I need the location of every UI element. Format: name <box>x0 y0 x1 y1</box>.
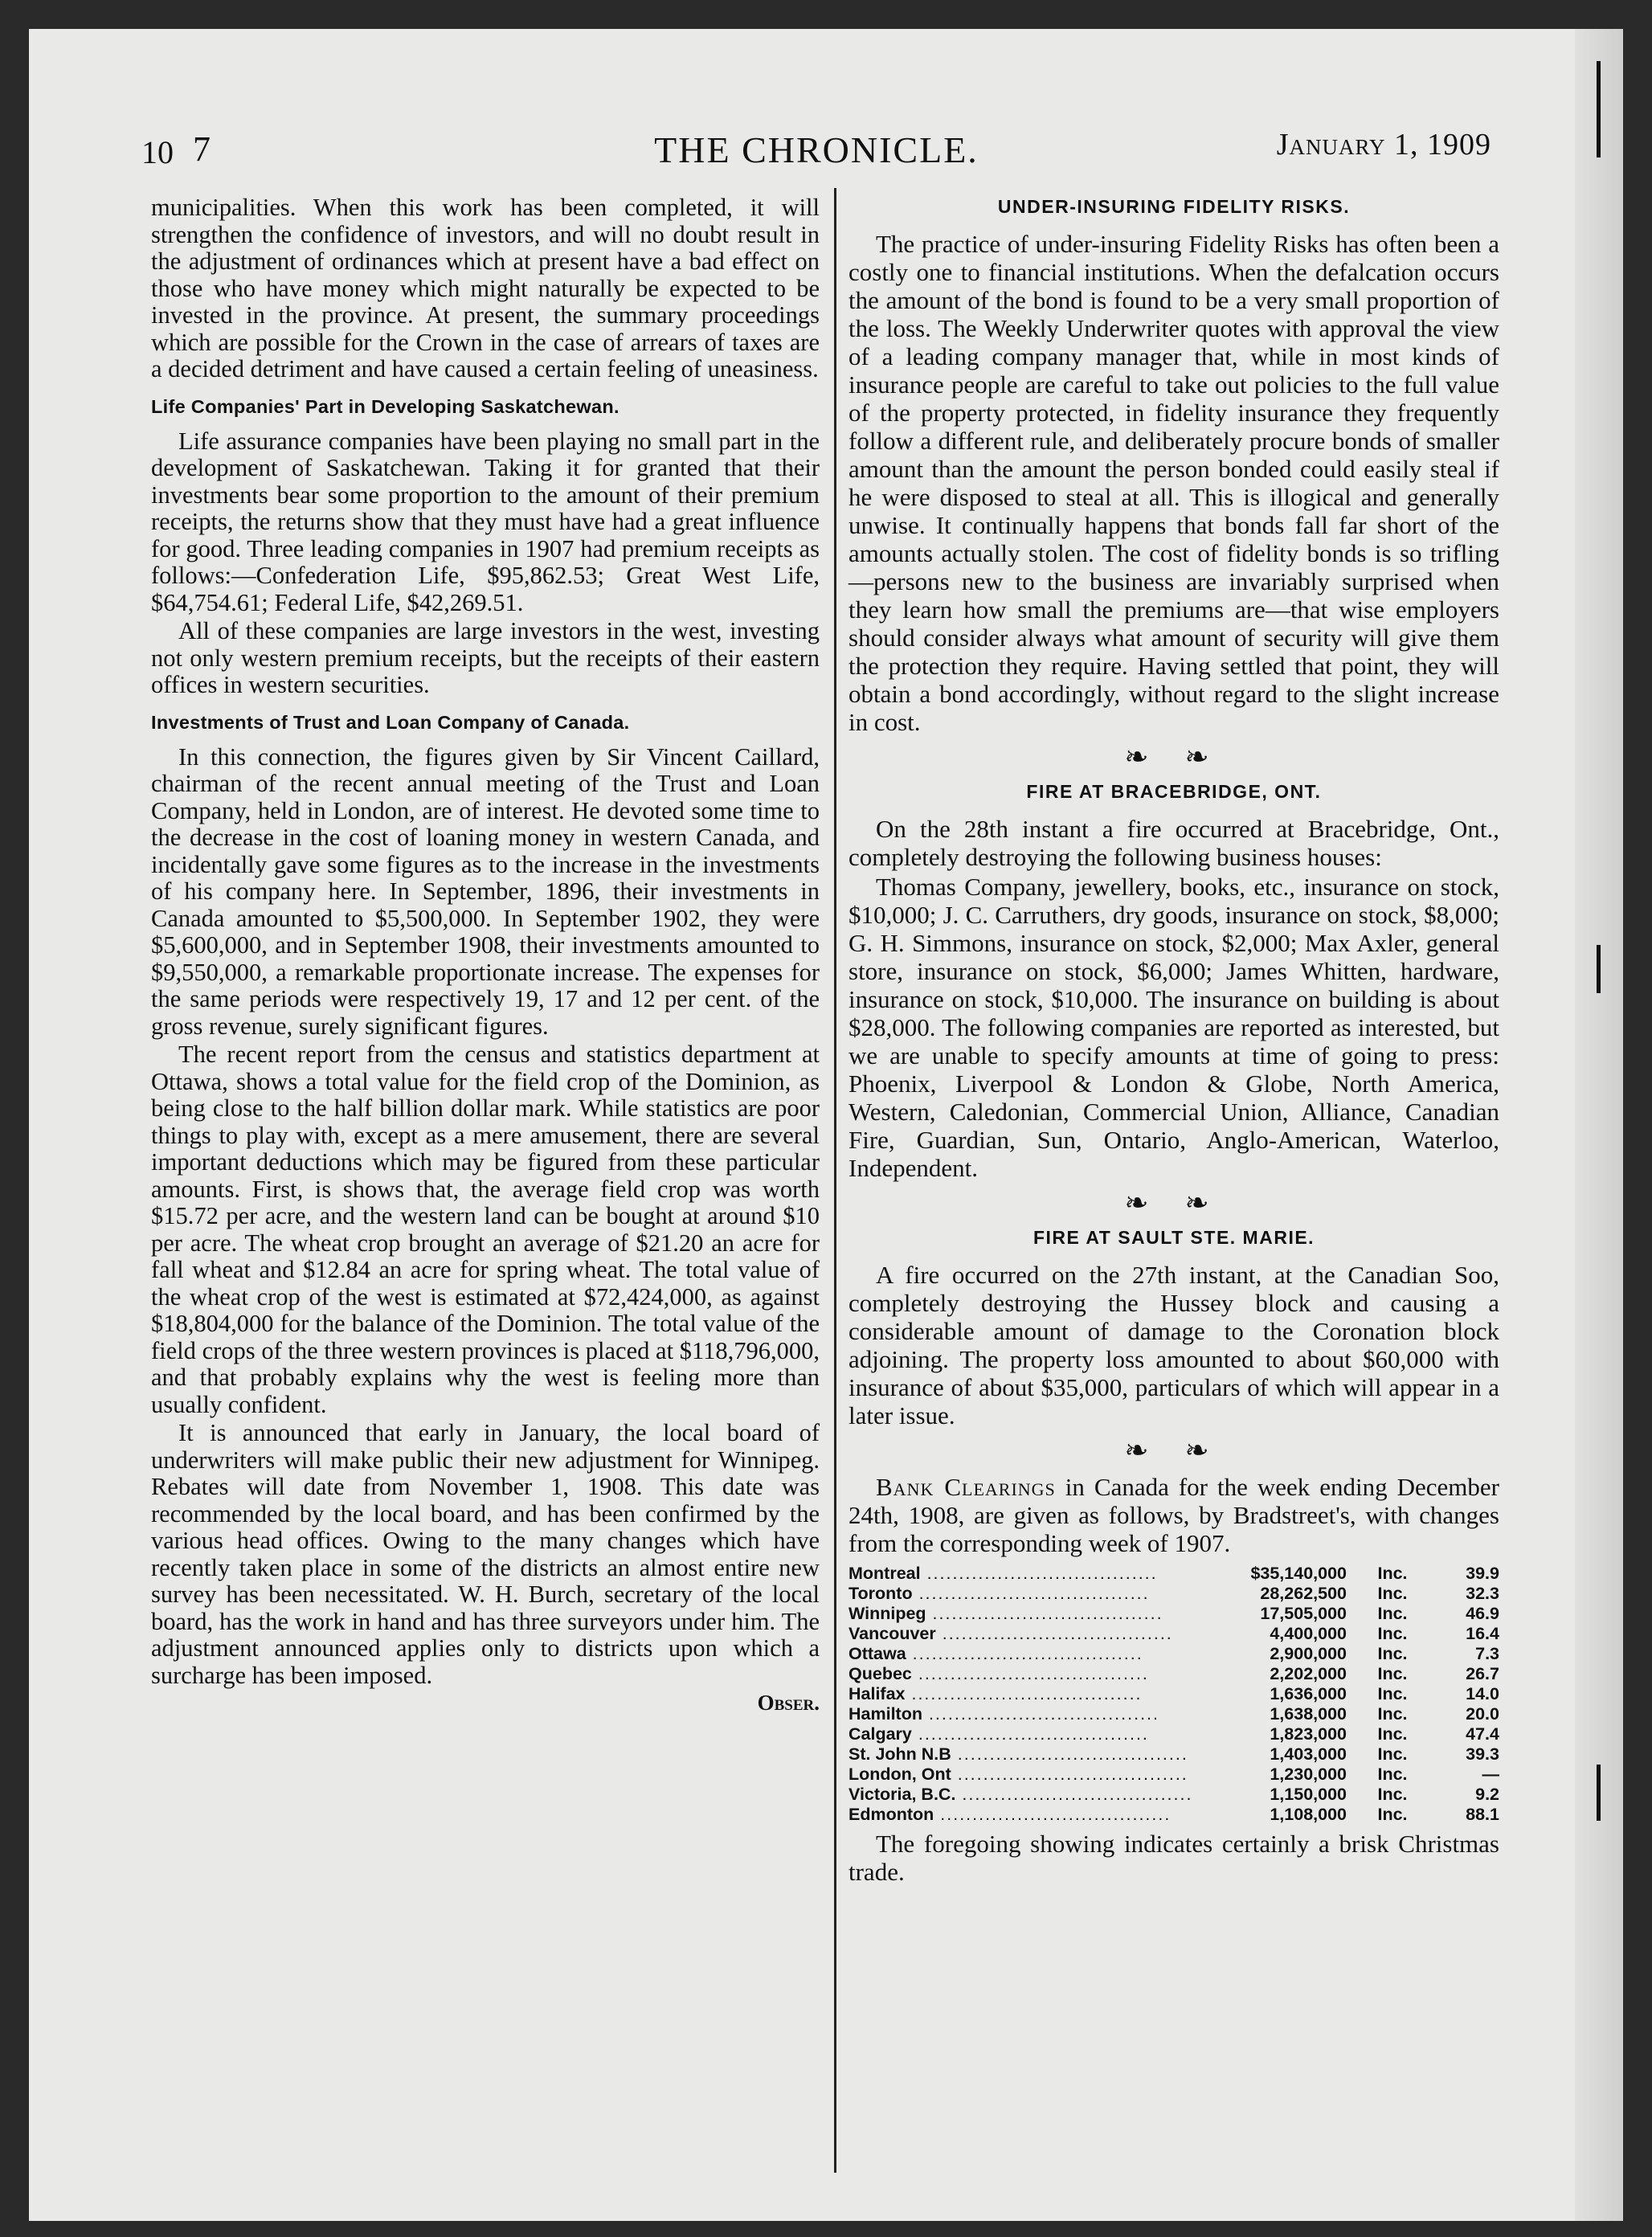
ornament-icon: ❧ ❧ <box>1124 1434 1224 1466</box>
city-cell <box>848 1684 1226 1704</box>
city-name: Calgary <box>848 1724 912 1744</box>
lead-in-caps: Bank Clearings <box>876 1473 1056 1501</box>
percent-cell: 32.3 <box>1466 1584 1499 1603</box>
city-cell <box>848 1644 1226 1664</box>
city-cell <box>848 1664 1226 1684</box>
leader-dots: .................................... <box>912 1584 1150 1603</box>
amount-cell: 1,636,000 <box>1270 1684 1347 1703</box>
section-heading: FIRE AT BRACEBRIDGE, ONT. <box>1026 781 1322 802</box>
table-row <box>848 1684 1499 1704</box>
leader-dots: .................................... <box>922 1704 1159 1724</box>
percent-cell: 16.4 <box>1466 1624 1499 1643</box>
amount-cell: 1,108,000 <box>1270 1805 1347 1824</box>
issue-date: January 1, 1909 <box>1276 128 1491 162</box>
ornament-icon: ❧ ❧ <box>1124 741 1224 773</box>
city-name: Winnipeg <box>848 1604 926 1623</box>
paragraph: A fire occurred on the 27th instant, at the Canadian Soo, completely destroying the Hussey block and causing a considerable amount of damage to the Coronation block adjoining. The property loss amounted to about $60,000 with insurance of about $35,000, particulars of which will appear in a later issue. <box>848 1261 1499 1429</box>
leader-dots: .................................... <box>951 1765 1188 1784</box>
amount-cell: 1,230,000 <box>1270 1765 1347 1784</box>
leader-dots: .................................... <box>934 1805 1172 1824</box>
change-cell: Inc. <box>1377 1664 1408 1683</box>
city-cell <box>848 1765 1226 1785</box>
percent-cell: 39.3 <box>1466 1744 1499 1764</box>
percent-cell: 88.1 <box>1466 1805 1499 1824</box>
amount-cell: 17,505,000 <box>1260 1604 1347 1623</box>
table-row <box>848 1564 1499 1584</box>
amount-cell: 2,202,000 <box>1270 1664 1347 1683</box>
city-name: Victoria, B.C. <box>848 1785 956 1804</box>
table-row <box>848 1704 1499 1724</box>
city-cell <box>848 1805 1226 1825</box>
running-header <box>141 117 1491 182</box>
leader-dots: .................................... <box>920 1564 1158 1583</box>
paragraph: In this connection, the figures given by Sir Vincent Caillard, chairman of the recent annual meeting of the Trust and Loan Company, held in London, are of interest. He devoted some time to the decrease in the cost of loaning money in western Canada, and incidentally gave some figures as to the increase in the investments of his company here. In September, 1896, their investments in Canada amounted to $5,500,000. In September 1902, they were $5,600,000, and in September 1908, their investments amounted to $9,550,000, a remarkable proportionate increase. The expenses for the same periods were respectively 19, 17 and 12 per cent. of the gross revenue, surely significant figures. <box>151 742 820 1040</box>
leader-dots: .................................... <box>926 1604 1163 1623</box>
city-name: Hamilton <box>848 1704 922 1724</box>
table-row <box>848 1785 1499 1805</box>
change-cell: Inc. <box>1377 1785 1408 1804</box>
change-cell: Inc. <box>1377 1805 1408 1824</box>
section-heading: Life Companies' Part in Developing Saskatchewan. <box>151 395 620 417</box>
city-name: St. John N.B <box>848 1744 951 1764</box>
author-signature: Obser. <box>757 1691 820 1715</box>
ornament-icon: ❧ ❧ <box>1124 1187 1224 1219</box>
newspaper-page <box>29 29 1623 2221</box>
left-column <box>151 194 820 1715</box>
binding-mark <box>1597 61 1601 157</box>
change-cell: Inc. <box>1377 1564 1408 1583</box>
amount-cell: 1,638,000 <box>1270 1704 1347 1724</box>
table-row <box>848 1805 1499 1825</box>
column-rule <box>834 188 836 2173</box>
table-row <box>848 1644 1499 1664</box>
section-heading: FIRE AT SAULT STE. MARIE. <box>1032 1227 1315 1248</box>
journal-title: THE CHRONICLE. <box>654 129 979 170</box>
section-heading: UNDER-INSURING FIDELITY RISKS. <box>997 196 1351 217</box>
city-name: London, Ont <box>848 1765 951 1784</box>
section-heading: Investments of Trust and Loan Company of Canada. <box>151 711 630 733</box>
bank-clearings-table <box>848 1564 1499 1825</box>
percent-cell: 9.2 <box>1475 1785 1499 1804</box>
percent-cell: 7.3 <box>1475 1644 1499 1663</box>
change-cell: Inc. <box>1377 1724 1408 1744</box>
table-row <box>848 1604 1499 1624</box>
change-cell: Inc. <box>1377 1644 1408 1663</box>
city-cell <box>848 1724 1226 1744</box>
leader-dots: .................................... <box>906 1644 1143 1663</box>
change-cell: Inc. <box>1377 1604 1408 1623</box>
paragraph: On the 28th instant a fire occurred at Bracebridge, Ont., completely destroying the following business houses: <box>848 815 1499 871</box>
percent-cell: — <box>1482 1765 1499 1784</box>
right-column <box>848 194 1499 1887</box>
city-name: Edmonton <box>848 1805 934 1824</box>
table-row <box>848 1765 1499 1785</box>
table-row <box>848 1664 1499 1684</box>
paragraph: It is announced that early in January, the local board of underwriters will make public their new adjustment for Winnipeg. Rebates will date from November 1, 1908. This date was recommended by the local board, and has been confirmed by the various head offices. Owing to the many changes which have recently taken place in some of the districts an almost entire new survey has been necessitated. W. H. Burch, secretary of the local board, has the work in hand and has three surveyors under him. The adjustment announced applies only to districts upon which a surcharge has been imposed. <box>151 1419 820 1689</box>
amount-cell: 28,262,500 <box>1260 1584 1347 1603</box>
page-edge-shadow <box>1575 29 1623 2221</box>
amount-cell: 1,403,000 <box>1270 1744 1347 1764</box>
change-cell: Inc. <box>1377 1684 1408 1703</box>
city-name: Montreal <box>848 1564 921 1583</box>
percent-cell: 46.9 <box>1466 1604 1499 1623</box>
paragraph: The practice of under-insuring Fidelity Risks has often been a costly one to financial institutions. When the defalcation occurs the amount of the bond is found to be a very small proportion of the loss. The Weekly Underwriter quotes with approval the view of a leading company manager that, while in most kinds of insurance people are careful to take out policies to the full value of the property protected, in fidelity insurance they frequently follow a different rule, and deliberately procure bonds of smaller amount than the amount the person bonded could easily steal if he were disposed to steal at all. This is illogical and generally unwise. It continually happens that bonds fall far short of the amounts actually stolen. The cost of fidelity bonds is so trifling—persons new to the business are invariably surprised when they learn how small the premiums are—that wise employers should consider always what amount of security will give them the protection they require. Having settled that point, they will obtain a bond accordingly, without regard to the slight increase in cost. <box>848 230 1499 736</box>
percent-cell: 39.9 <box>1466 1564 1499 1583</box>
city-cell <box>848 1624 1226 1644</box>
city-name: Quebec <box>848 1664 912 1683</box>
city-name: Halifax <box>848 1684 906 1703</box>
percent-cell: 14.0 <box>1466 1684 1499 1703</box>
city-cell <box>848 1564 1226 1584</box>
city-name: Toronto <box>848 1584 913 1603</box>
amount-cell: 1,150,000 <box>1270 1785 1347 1804</box>
leader-dots: .................................... <box>905 1684 1143 1703</box>
paragraph: Thomas Company, jewellery, books, etc., insurance on stock, $10,000; J. C. Carruthers, dry goods, insurance on stock, $8,000; G. H. Simmons, insurance on stock, $2,000; Max Axler, general store, insurance on stock, $6,000; James Whitten, hardware, insurance on stock, $10,000. The insurance on building is about $28,000. The following companies are reported as interested, but we are unable to specify amounts at time of going to press: Phoenix, Liverpool & London & Globe, North America, Western, Caledonian, Commercial Union, Alliance, Canadian Fire, Guardian, Sun, Ontario, Anglo-American, Waterloo, Independent. <box>848 873 1499 1182</box>
city-cell <box>848 1604 1226 1624</box>
leader-dots: .................................... <box>935 1624 1173 1643</box>
paragraph: All of these companies are large investors in the west, investing not only western premium receipts, but the receipts of their eastern offices in western securities. <box>151 617 820 698</box>
table-row <box>848 1624 1499 1644</box>
change-cell: Inc. <box>1377 1744 1408 1764</box>
paragraph: The recent report from the census and statistics department at Ottawa, shows a total value for the field crop of the Dominion, as being close to the half billion dollar mark. While statistics are poor things to play with, except as a mere amusement, there are several important deductions which may be figured from these particular amounts. First, is shows that, the average field crop was worth $15.72 per acre, and the western land can be bought at around $10 per acre. The wheat crop brought an average of $21.20 an acre for fall wheat and $12.84 an acre for spring wheat. The total value of the wheat crop of the west is estimated at $72,424,000, as against $18,804,000 for the balance of the Dominion. The total value of the field crops of the three western provinces is placed at $118,796,000, and that probably explains why the west is feeling more than usually confident. <box>151 1041 820 1418</box>
leader-dots: .................................... <box>951 1744 1188 1764</box>
table-row <box>848 1724 1499 1744</box>
city-cell <box>848 1785 1226 1805</box>
city-cell <box>848 1704 1226 1724</box>
leader-dots: .................................... <box>911 1664 1149 1683</box>
clearings-intro: in Canada for the week ending December 24th, 1908, are given as follows, by Bradstreet's, with changes from the corresponding week of 1907. <box>848 1473 1499 1557</box>
binding-mark <box>1597 1765 1601 1821</box>
page-number: 10 <box>141 134 174 170</box>
city-cell <box>848 1744 1226 1765</box>
leader-dots: .................................... <box>955 1785 1193 1804</box>
change-cell: Inc. <box>1377 1704 1408 1724</box>
amount-cell: 2,900,000 <box>1270 1644 1347 1663</box>
city-name: Ottawa <box>848 1644 906 1663</box>
leader-dots: .................................... <box>911 1724 1149 1744</box>
paragraph: The foregoing showing indicates certainly a brisk Christmas trade. <box>848 1830 1499 1886</box>
binding-mark <box>1597 945 1601 993</box>
change-cell: Inc. <box>1377 1765 1408 1784</box>
percent-cell: 20.0 <box>1466 1704 1499 1724</box>
amount-cell: 1,823,000 <box>1270 1724 1347 1744</box>
table-row <box>848 1584 1499 1604</box>
change-cell: Inc. <box>1377 1584 1408 1603</box>
paragraph <box>848 1473 1499 1557</box>
amount-cell: $35,140,000 <box>1250 1564 1347 1583</box>
paragraph: municipalities. When this work has been completed, it will strengthen the confidence of investors, and will no doubt result in the adjustment of ordinances which at present have a bad effect on those who have money which might naturally be expected to be invested in the province. At present, the summary proceedings which are possible for the Crown in the case of arrears of taxes are a decided detriment and have caused a certain feeling of uneasiness. <box>151 194 820 382</box>
percent-cell: 26.7 <box>1466 1664 1499 1683</box>
percent-cell: 47.4 <box>1466 1724 1499 1744</box>
table-row <box>848 1744 1499 1765</box>
city-cell <box>848 1584 1226 1604</box>
paragraph: Life assurance companies have been playing no small part in the development of Saskatchewan. Taking it for granted that their investments bear some proportion to the amount of their premium receipts, the returns show that they must have had a great influence for good. Three leading companies in 1907 had premium receipts as follows:—Confederation Life, $95,862.53; Great West Life, $64,754.61; Federal Life, $42,269.51. <box>151 427 820 616</box>
amount-cell: 4,400,000 <box>1270 1624 1347 1643</box>
handwritten-mark: 7 <box>193 129 211 169</box>
city-name: Vancouver <box>848 1624 936 1643</box>
change-cell: Inc. <box>1377 1624 1408 1643</box>
